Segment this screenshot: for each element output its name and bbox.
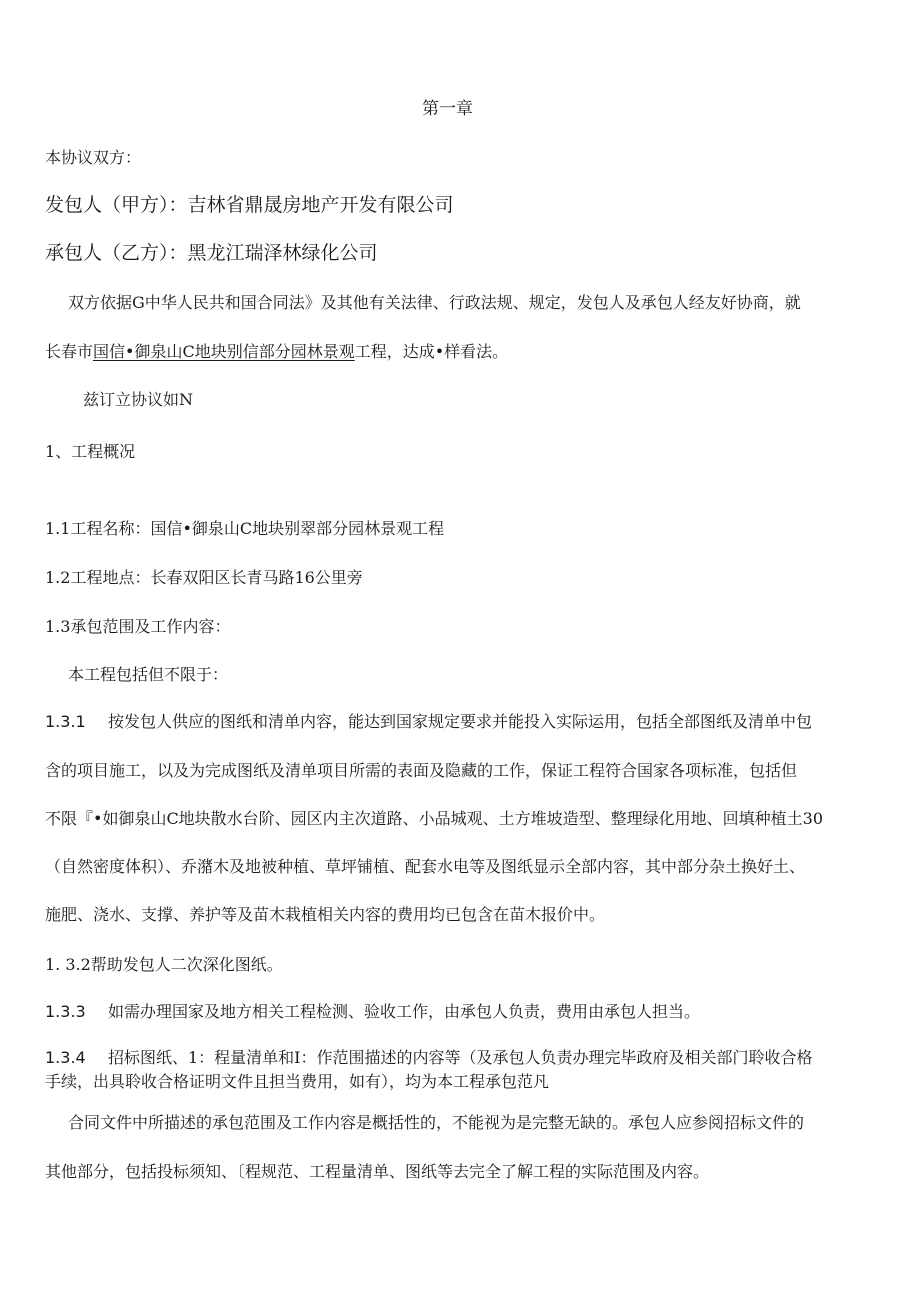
project-name-underlined: 国信•御泉山C地块别信部分园林景观 xyxy=(93,342,355,361)
intro-line: 本协议双方： xyxy=(45,148,142,167)
item-1-3-1-line-1: 按发包人供应的图纸和清单内容，能达到国家规定要求并能投入实际运用，包括全部图纸及清单中包 xyxy=(108,712,813,731)
basis-line-2 xyxy=(45,342,508,362)
item-1-3-4-line-2: 手续，出具聆收合格证明文件且担当费用，如有），均为本工程承包范凡 xyxy=(45,1072,550,1091)
item-1-3: 1.3承包范围及工作内容： xyxy=(45,617,231,636)
party-a: 发包人（甲方）：吉林省鼎晟房地产开发有限公司 xyxy=(45,194,454,216)
basis-line-2-suffix: 工程，达成•样看法。 xyxy=(354,342,509,361)
item-1-3-4-number: 1.3.4 xyxy=(45,1048,86,1067)
item-1-3-1-line-5: 施肥、浇水、支撑、养护等及苗木栽植相关内容的费用均已包含在苗木报价中。 xyxy=(45,905,606,924)
item-1-2: 1.2工程地点：长春双阳区长青马路16公里旁 xyxy=(45,568,363,587)
item-1-1: 1.1工程名称：国信•御泉山C地块别翠部分园林景观工程 xyxy=(45,519,445,538)
basis-line-2-prefix: 长春市 xyxy=(45,342,94,361)
item-1-3-3-number: 1.3.3 xyxy=(45,1002,86,1021)
section-1-heading: 1、工程概况 xyxy=(45,442,136,461)
item-1-3-3-text: 如需办理国家及地方相关工程检测、验收工作，由承包人负责，费用由承包人担当。 xyxy=(108,1002,701,1021)
item-1-3-1-line-2: 含的项目施工，以及为完成图纸及清单项目所需的表面及隐藏的工作，保证工程符合国家各项标准，包括但 xyxy=(45,761,798,780)
chapter-title: 第一章 xyxy=(422,99,473,119)
basis-line-1: 双方依据G中华人民共和国合同法》及其他有关法律、行政法规、规定，发包人及承包人经友好协商，就 xyxy=(68,293,801,312)
item-1-3-1-line-3: 不限『•如御泉山C地块散水台阶、园区内主次道路、小品城观、土方堆坡造型、整理绿化用地、回填种植土30 xyxy=(45,809,824,828)
item-1-3-4-line-1: 招标图纸、1：程量清单和I：作范围描述的内容等（及承包人负责办理完毕政府及相关部门聆收合格 xyxy=(108,1048,813,1067)
agreement-line: 兹订立协议如N xyxy=(83,390,194,409)
closing-line-1: 合同文件中所描述的承包范围及工作内容是概括性的，不能视为是完整无缺的。承包人应参阅招标文件的 xyxy=(68,1113,805,1132)
scope-intro: 本工程包括但不限于： xyxy=(68,665,229,684)
party-b: 承包人（乙方）：黑龙江瑞泽林绿化公司 xyxy=(45,242,378,264)
item-1-3-2: 1. 3.2帮助发包人二次深化图纸。 xyxy=(45,955,283,974)
item-1-3-1-line-4: （自然密度体积）、乔潴木及地被种植、草坪铺植、配套水电等及图纸显示全部内容，其中部分杂土换好土、 xyxy=(45,857,806,876)
closing-line-2: 其他部分，包括投标须知、〔程规范、工程量清单、图纸等去完全了解工程的实际范围及内容。 xyxy=(45,1162,710,1181)
item-1-3-1-number: 1.3.1 xyxy=(45,712,86,731)
